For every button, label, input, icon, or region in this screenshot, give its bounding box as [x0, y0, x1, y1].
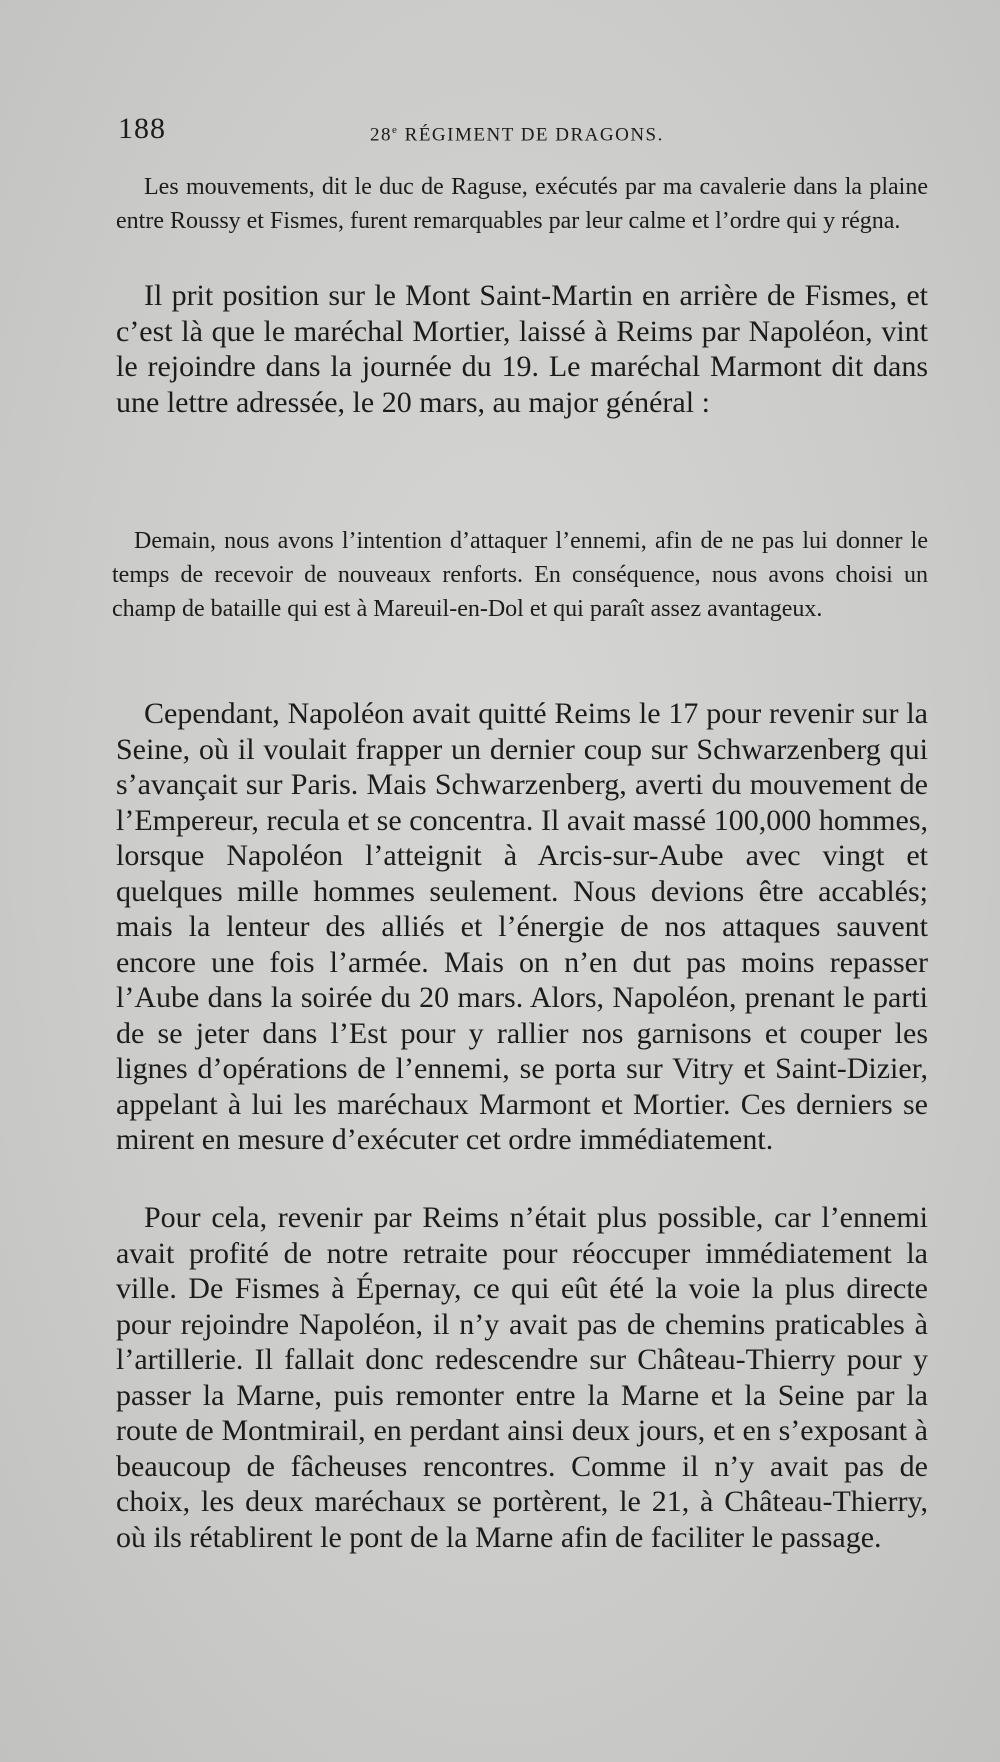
running-title	[370, 124, 664, 146]
page-number: 188	[118, 112, 166, 145]
regiment-ordinal: 28	[370, 124, 392, 146]
paragraph-napoleon-seine: Cependant, Napoléon avait quitté Reims le 17 pour revenir sur la Seine, où il voulait frapper un dernier coup sur Schwarzenberg qui s’avançait sur Paris. Mais Schwarzenberg, averti du mouvement de l’Empereur, recula et se concentra. Il avait massé 100,000 hommes, lorsque Napoléon l’atteignit à Arcis-sur-Aube avec vingt et quelques mille hommes seulement. Nous devions être accablés; mais la lenteur des alliés et l’énergie de nos attaques sauvent encore une fois l’armée. Mais on n’en dut pas moins repasser l’Aube dans la soirée du 20 mars. Alors, Napoléon, prenant le parti de se jeter dans l’Est pour y rallier nos garnisons et couper les lignes d’opérations de l’ennemi, se porta sur Vitry et Saint-Dizier, appelant à lui les maréchaux Marmont et Mortier. Ces derniers se mirent en mesure d’exécuter cet ordre immédiatement.	[116, 697, 928, 1156]
paragraph-raguse-quote-end: Les mouvements, dit le duc de Raguse, exécutés par ma cavalerie dans la plaine entre Roussy et Fismes, furent remarquables par leur calme et l’ordre qui y régna.	[116, 174, 928, 234]
ordinal-suffix: e	[392, 124, 399, 136]
paragraph-chateau-thierry: Pour cela, revenir par Reims n’était plus possible, car l’ennemi avait profité de notre retraite pour réoccuper immédiatement la ville. De Fismes à Épernay, ce qui eût été la voie la plus directe pour rejoindre Napoléon, il n’y avait pas de chemins praticables à l’artillerie. Il fallait donc redescendre sur Château-Thierry pour y passer la Marne, puis remonter entre la Marne et la Seine par la route de Montmirail, en perdant ainsi deux jours, et en s’exposant à beaucoup de fâcheuses rencontres. Comme il n’y avait pas de choix, les deux maréchaux se portèrent, le 21, à Château-Thierry, où ils rétablirent le pont de la Marne afin de faciliter le passage.	[116, 1201, 928, 1554]
paragraph-mont-saint-martin: Il prit position sur le Mont Saint-Martin en arrière de Fismes, et c’est là que le maréchal Mortier, laissé à Reims par Napoléon, vint le rejoindre dans la journée du 19. Le maréchal Marmont dit dans une lettre adressée, le 20 mars, au major général :	[116, 279, 928, 419]
running-header	[118, 112, 678, 152]
running-title-text: RÉGIMENT DE DRAGONS.	[404, 124, 664, 146]
block-quote-marmont-letter: Demain, nous avons l’intention d’attaquer l’ennemi, afin de ne pas lui donner le temps de recevoir de nouveaux renforts. En conséquence, nous avons choisi un champ de bataille qui est à Mareuil-en-Dol et qui paraît assez avantageux.	[112, 528, 928, 622]
